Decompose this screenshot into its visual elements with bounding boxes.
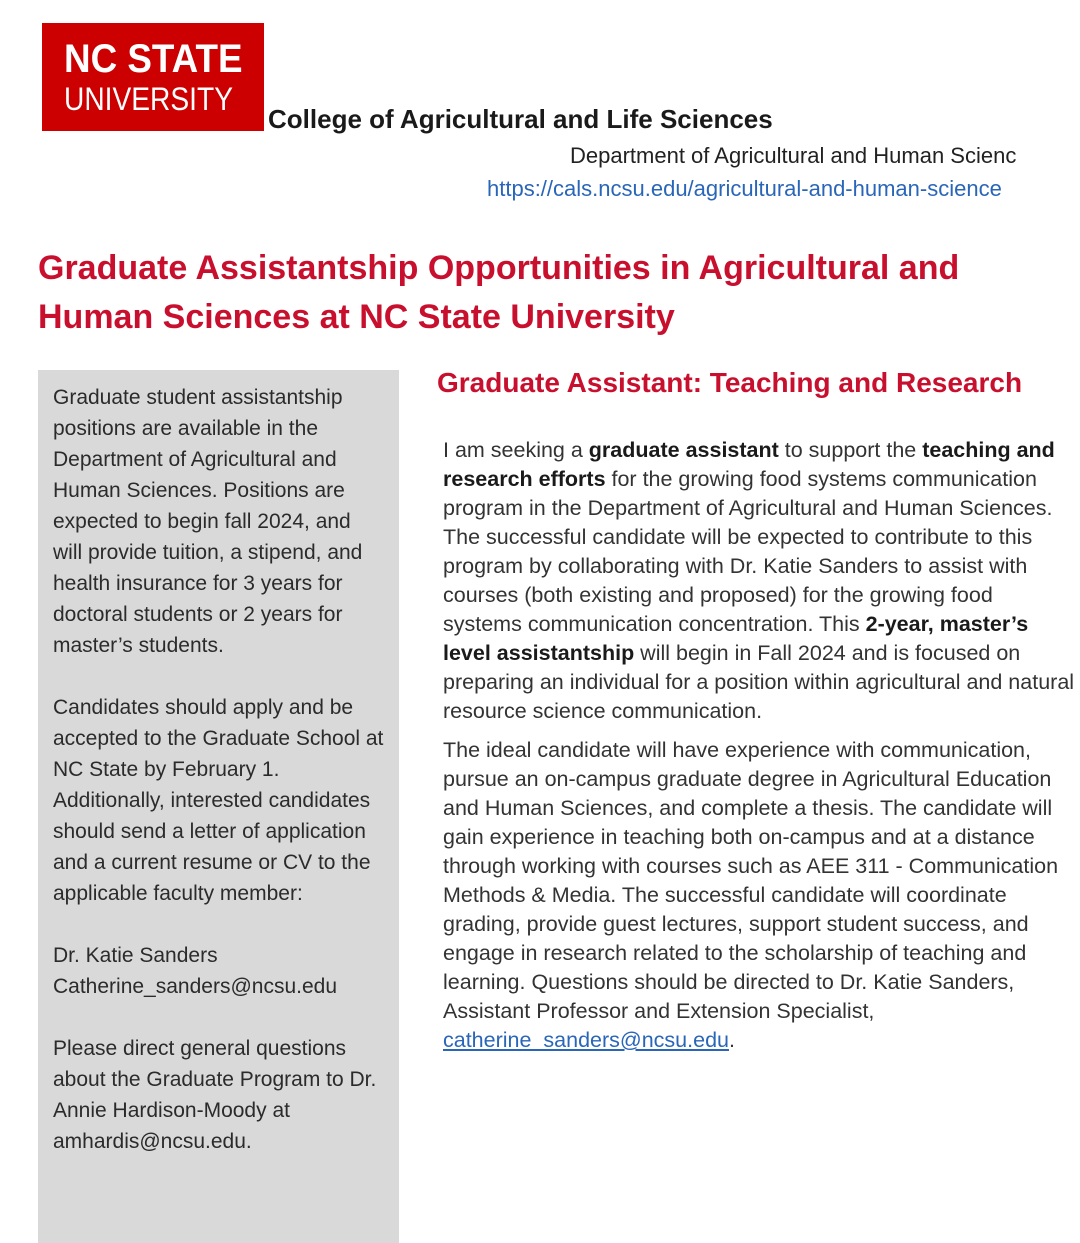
contact-email-link[interactable]: catherine_sanders@ncsu.edu [443,1028,729,1052]
logo-line1: NC STATE [64,37,243,81]
sidebar-paragraph-questions: Please direct general questions about the Graduate Program to Dr. Annie Hardison-Moody at amhardis@ncsu.edu. [53,1037,377,1153]
position-heading: Graduate Assistant: Teaching and Research [437,367,1023,398]
sidebar-paragraph-apply: Candidates should apply and be accepted to the Graduate School at NC State by February 1. Additionally, interested candidates should send a letter of application and a current resume or CV to the applicable faculty member: [53,696,384,905]
sidebar-paragraph-positions: Graduate student assistantship positions are available in the Department of Agricultural and Human Sciences. Positions are expected to begin fall 2024, and will provide tuition, a stipend, and health insurance for 3 years for doctoral students or 2 years for master’s students. [53,386,363,657]
page-title: Graduate Assistantship Opportunities in Agricultural and Human Sciences at NC State University [38,249,960,336]
department-url[interactable]: https://cals.ncsu.edu/agricultural-and-human-science [487,176,1002,201]
contact-email: Catherine_sanders@ncsu.edu [53,975,337,998]
position-paragraph-1: I am seeking a graduate assistant to support the teaching and research efforts for the growing food systems communication program in the Department of Agricultural and Human Sciences. The successful candidate will be expected to contribute to this program by collaborating with Dr. Katie Sanders to assist with courses (both existing and proposed) for the growing food systems communication concentration. This 2-year, master’s level assistantship will begin in Fall 2024 and is focused on preparing an individual for a position within agricultural and natural resource science communication. [443,438,1075,723]
logo-line2: UNIVERSITY [64,81,233,117]
position-paragraph-2: The ideal candidate will have experience with communication, pursue an on-campus graduate degree in Agricultural Education and Human Sciences, and complete a thesis. The candidate will gain experience in teaching both on-campus and at a distance through working with courses such as AEE 311 - Communication Methods & Media. The successful candidate will coordinate grading, provide guest lectures, support student success, and engage in research related to the scholarship of teaching and learning. Questions should be directed to Dr. Katie Sanders, Assistant Professor and Extension Specialist, catherine_sanders@ncsu.edu. [443,738,1059,1052]
department-name: Department of Agricultural and Human Scienc [570,143,1017,168]
college-name: College of Agricultural and Life Sciences [268,104,773,134]
contact-name: Dr. Katie Sanders [53,944,218,967]
nc-state-logo [42,23,264,131]
sidebar-info-box [38,370,399,1243]
position-description [437,366,1077,1065]
